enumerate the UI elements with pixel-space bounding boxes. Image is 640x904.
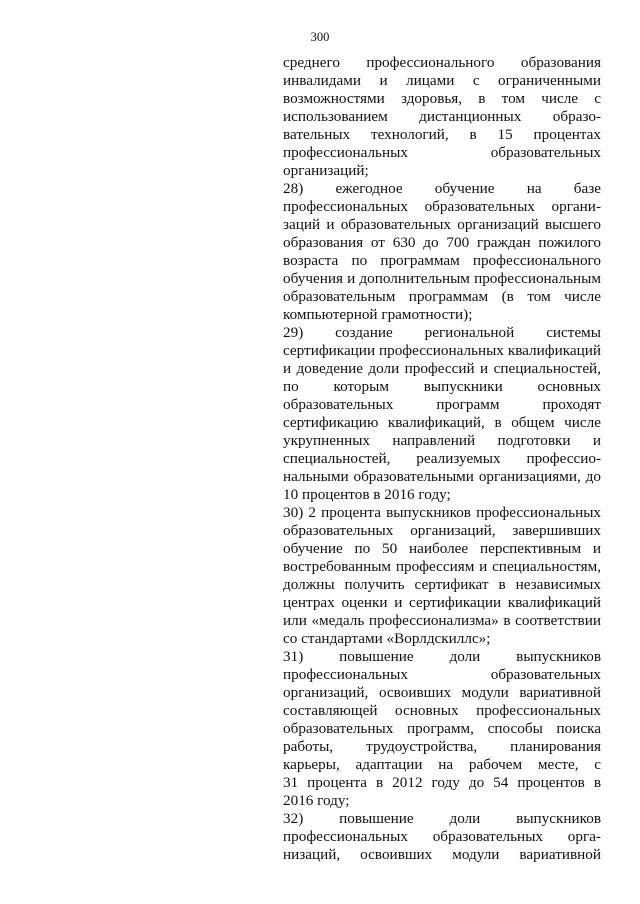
document-text-column — [283, 54, 601, 864]
text-line: карьеры, адаптации на рабочем месте, с — [283, 756, 601, 773]
text-line: образовательных организаций, завершивших — [283, 522, 601, 539]
text-line: 31) повышение доли выпускников — [283, 648, 601, 665]
text-line: специальностей, реализуемых професcио- — [283, 450, 601, 467]
text-line: составляющей основных профессиональных — [283, 702, 601, 719]
text-line: среднего профессионального образования — [283, 54, 601, 71]
text-line: 31 процента в 2012 году до 54 процентов в — [283, 774, 601, 791]
text-line: по которым выпускники основных — [283, 378, 601, 395]
text-line: укрупненных направлений подготовки и — [283, 432, 601, 449]
text-line: востребованным профессиям и специальностям, — [283, 558, 601, 575]
text-line: образовательным программам (в том числе — [283, 288, 601, 305]
text-line: профессиональных образовательных органи- — [283, 198, 601, 215]
text-line: организаций, освоивших модули вариативной — [283, 684, 601, 701]
text-line: обучение по 50 наиболее перспективным и — [283, 540, 601, 557]
text-line: заций и образовательных организаций высшего — [283, 216, 601, 233]
text-line: организаций; — [283, 162, 369, 179]
text-line: образования от 630 до 700 граждан пожилого — [283, 234, 601, 251]
text-line: возможностями здоровья, в том числе с — [283, 90, 601, 107]
text-line: центрах оценки и сертификации квалификаций — [283, 594, 601, 611]
text-line: и доведение доли профессий и специальностей, — [283, 360, 601, 377]
text-line: 29) создание региональной системы — [283, 324, 601, 341]
text-line: должны получить сертификат в независимых — [283, 576, 601, 593]
text-line: 2016 году; — [283, 792, 350, 809]
text-line: использованием дистанционных образо- — [283, 108, 601, 125]
text-line: 10 процентов в 2016 году; — [283, 486, 451, 503]
text-line: сертификацию квалификаций, в общем числе — [283, 414, 601, 431]
text-line: образовательных программ проходят — [283, 396, 601, 413]
text-line: образовательных программ, способы поиска — [283, 720, 601, 737]
text-line: возраста по программам профессионального — [283, 252, 601, 269]
text-line: инвалидами и лицами с ограниченными — [283, 72, 601, 89]
text-line: вательных технологий, в 15 процентах — [283, 126, 601, 143]
text-line: сертификации профессиональных квалификаций — [283, 342, 601, 359]
text-line: низаций, освоивших модули вариативной — [283, 846, 601, 863]
text-line: 32) повышение доли выпускников — [283, 810, 601, 827]
text-line: или «медаль профессионализма» в соответствии — [283, 612, 601, 629]
text-line: профессиональных образовательных орга- — [283, 828, 601, 845]
text-line: работы, трудоустройства, планирования — [283, 738, 601, 755]
text-line: профессиональных образовательных — [283, 666, 601, 683]
text-line: 30) 2 процента выпускников профессиональных — [283, 504, 601, 521]
page-number: 300 — [310, 30, 330, 44]
text-line: нальными образовательными организациями, до — [283, 468, 601, 485]
text-line: компьютерной грамотности); — [283, 306, 473, 323]
text-line: профессиональных образовательных — [283, 144, 601, 161]
text-line: 28) ежегодное обучение на базе — [283, 180, 601, 197]
text-line: со стандартами «Ворлдскиллс»; — [283, 630, 491, 647]
text-line: обучения и дополнительным профессиональным — [283, 270, 601, 287]
